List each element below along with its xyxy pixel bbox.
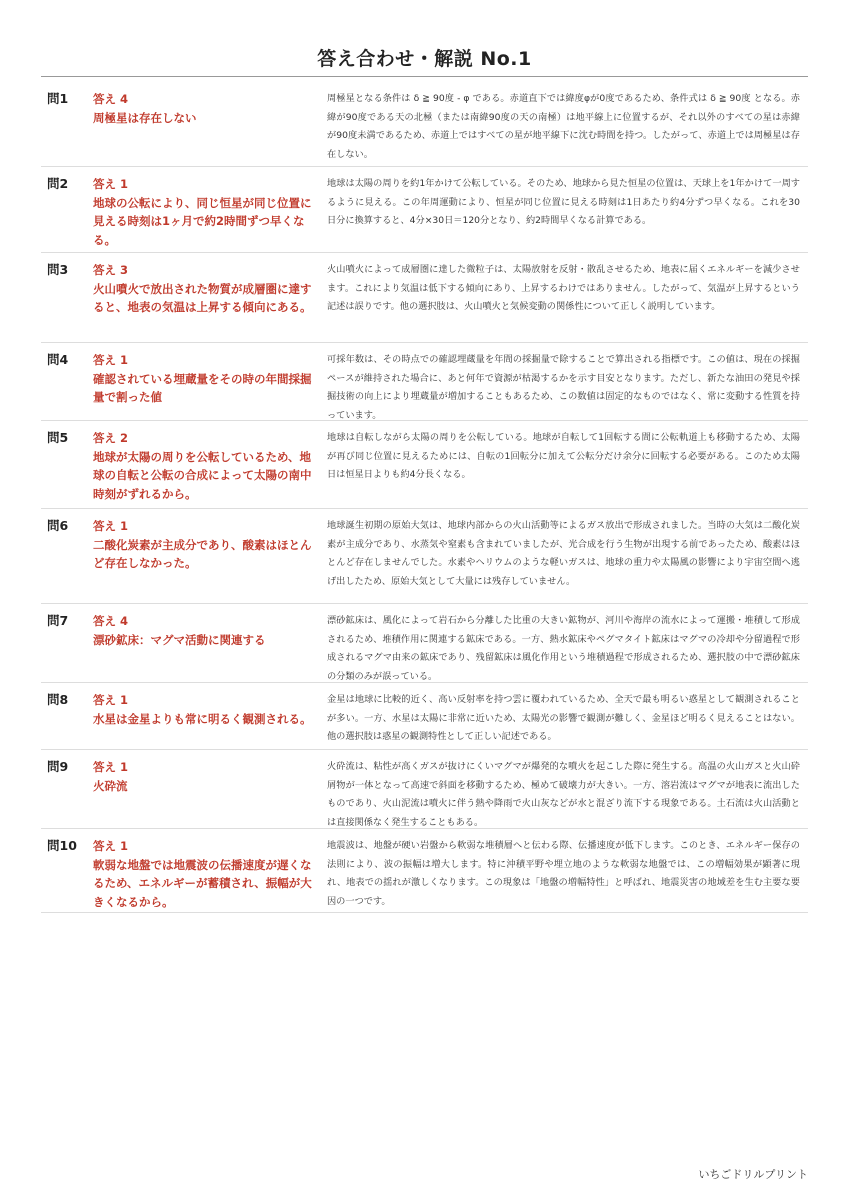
- answer-row: [41, 421, 808, 509]
- explanation-text: 可採年数は、その時点での確認埋蔵量を年間の採掘量で除することで算出される指標です。この値は、現在の採掘ペースが維持された場合に、あと何年で資源が枯渇するかを示す目安となります。ただし、新たな油田の発見や採掘技術の向上により埋蔵量が増加することもあるため、この数値は固定的なものではなく、常に変動する性質を持っています。: [327, 354, 800, 421]
- answer-row: [41, 683, 808, 750]
- answer-text: 水星は金星よりも常に明るく観測される。: [93, 711, 312, 726]
- question-number: 問1: [47, 91, 69, 106]
- question-number: 問9: [47, 759, 69, 774]
- answer-text: 確認されている埋蔵量をその時の年間採掘量で割った値: [93, 371, 312, 404]
- answer-text: 火砕流: [93, 778, 128, 793]
- answer-choice: 答え 1: [93, 760, 129, 774]
- question-number: 問8: [47, 692, 69, 707]
- page-title: 答え合わせ・解説 No.1: [317, 48, 532, 70]
- answer-block: [93, 758, 319, 828]
- explanation-text: 地球誕生初期の原始大気は、地球内部からの火山活動等によるガス放出で形成されました。当時の大気は二酸化炭素が主成分であり、水蒸気や窒素も含まれていましたが、光合成を行う生物が出現する前であったため、酸素はほとんど存在しませんでした。水素やヘリウムのような軽いガスは、地球の重力や太陽風の影響により宇宙空間へ逃げ出したため、原始大気として大量には残存していません。: [327, 520, 800, 587]
- title-divider: [41, 76, 808, 77]
- question-number: 問5: [47, 430, 69, 445]
- explanation-text: 漂砂鉱床は、風化によって岩石から分離した比重の大きい鉱物が、河川や海岸の流水によって運搬・堆積して形成されるため、堆積作用に関連する鉱床である。一方、熱水鉱床やペグマタイト鉱床はマグマの冷却や分留過程で形成されるマグマ由来の鉱床であり、残留鉱床は風化作用という堆積過程で形成されるため、選択肢の中で漂砂鉱床の分類のみが誤っている。: [327, 615, 800, 682]
- question-number: 問2: [47, 176, 69, 191]
- answer-row: [41, 167, 808, 253]
- answer-list: [41, 82, 808, 913]
- answer-choice: 答え 1: [93, 693, 129, 707]
- answer-text: 周極星は存在しない: [93, 110, 197, 125]
- answer-block: [93, 837, 319, 912]
- explanation-text: 地震波は、地盤が硬い岩盤から軟弱な堆積層へと伝わる際、伝播速度が低下します。このとき、エネルギー保存の法則により、波の振幅は増大します。特に沖積平野や埋立地のような軟弱な地盤では、この増幅効果が顕著に現れ、地表での揺れが激しくなります。この現象は「地盤の増幅特性」と呼ばれ、地震災害の地域差を生む主要な要因の一つです。: [327, 840, 800, 907]
- answer-text: 火山噴火で放出された物質が成層圏に達すると、地表の気温は上昇する傾向にある。: [93, 281, 312, 314]
- answer-choice: 答え 3: [93, 263, 129, 277]
- answer-block: [93, 351, 319, 420]
- footer-brand: いちごドリルプリント: [698, 1168, 808, 1181]
- answer-choice: 答え 1: [93, 177, 129, 191]
- answer-choice: 答え 1: [93, 519, 129, 533]
- question-number: 問10: [47, 838, 77, 853]
- answer-row: [41, 82, 808, 167]
- answer-block: [93, 517, 319, 603]
- answer-row: [41, 604, 808, 683]
- answer-row: [41, 343, 808, 421]
- explanation-text: 火砕流は、粘性が高くガスが抜けにくいマグマが爆発的な噴火を起こした際に発生する。高温の火山ガスと火山砕屑物が一体となって高速で斜面を移動するため、極めて破壊力が大きい。一方、溶岩流はマグマが地表に流出したものであり、火山泥流は噴火に伴う熱や降雨で火山灰などが水と混ざり流下する現象である。土石流は火山活動とは直接関係なく発生することもある。: [327, 761, 800, 828]
- explanation-text: 地球は太陽の周りを約1年かけて公転している。そのため、地球から見た恒星の位置は、天球上を1年かけて一周するように見える。この年周運動により、恒星が同じ位置に見える時刻は1日あたり約4分ずつ早くなる。これを30日分に換算すると、4分×30日＝120分となり、約2時間早くなる計算である。: [327, 178, 800, 226]
- explanation-text: 金星は地球に比較的近く、高い反射率を持つ雲に覆われているため、全天で最も明るい惑星として観測されることが多い。一方、水星は太陽に非常に近いため、太陽光の影響で観測が難しく、金星ほど明るく見えることはない。他の選択肢は惑星の観測特性として正しい記述である。: [327, 694, 800, 742]
- question-number: 問7: [47, 613, 69, 628]
- answer-choice: 答え 1: [93, 353, 129, 367]
- answer-text: 漂砂鉱床：マグマ活動に関連する: [93, 632, 266, 647]
- answer-block: [93, 612, 319, 682]
- answer-block: [93, 691, 319, 749]
- answer-text: 地球の公転により、同じ恒星が同じ位置に見える時刻は1ヶ月で約2時間ずつ早くなる。: [93, 195, 312, 247]
- answer-row: [41, 509, 808, 604]
- answer-text: 軟弱な地盤では地震波の伝播速度が遅くなるため、エネルギーが蓄積され、振幅が大きくなるから。: [93, 857, 312, 909]
- answer-text: 二酸化炭素が主成分であり、酸素はほとんど存在しなかった。: [93, 537, 312, 570]
- answer-row: [41, 829, 808, 913]
- question-number: 問4: [47, 352, 69, 367]
- answer-choice: 答え 1: [93, 839, 129, 853]
- answer-block: [93, 90, 319, 166]
- question-number: 問3: [47, 262, 69, 277]
- answer-row: [41, 750, 808, 829]
- explanation-text: 火山噴火によって成層圏に達した微粒子は、太陽放射を反射・散乱させるため、地表に届くエネルギーを減少させます。これにより気温は低下する傾向にあり、上昇するわけではありません。したがって、気温が上昇するという記述は誤りです。他の選択肢は、火山噴火と気候変動の関係性について正しく説明しています。: [327, 264, 800, 312]
- answer-choice: 答え 2: [93, 431, 129, 445]
- answer-block: [93, 261, 319, 342]
- explanation-text: 周極星となる条件は δ ≧ 90度 - φ である。赤道直下では緯度φが0度であるため、条件式は δ ≧ 90度 となる。赤緯が90度である天の北極（または南緯90度の天の南極）は地平線上に位置するが、それ以外のすべての星は赤緯が90度未満であるため、赤道上ではすべての星が地平線下に沈む時間を持つ。したがって、赤道上では周極星は存在しない。: [327, 93, 800, 160]
- question-number: 問6: [47, 518, 69, 533]
- answer-text: 地球が太陽の周りを公転しているため、地球の自転と公転の合成によって太陽の南中時刻がずれるから。: [93, 449, 312, 501]
- answer-choice: 答え 4: [93, 614, 129, 628]
- answer-choice: 答え 4: [93, 92, 129, 106]
- answer-block: [93, 175, 319, 252]
- answer-block: [93, 429, 319, 508]
- explanation-text: 地球は自転しながら太陽の周りを公転している。地球が自転して1回転する間に公転軌道上も移動するため、太陽が再び同じ位置に見えるためには、自転の1回転分に加えて公転分だけ余分に回転する必要がある。このため太陽日は恒星日よりも約4分長くなる。: [327, 432, 800, 480]
- answer-row: [41, 253, 808, 343]
